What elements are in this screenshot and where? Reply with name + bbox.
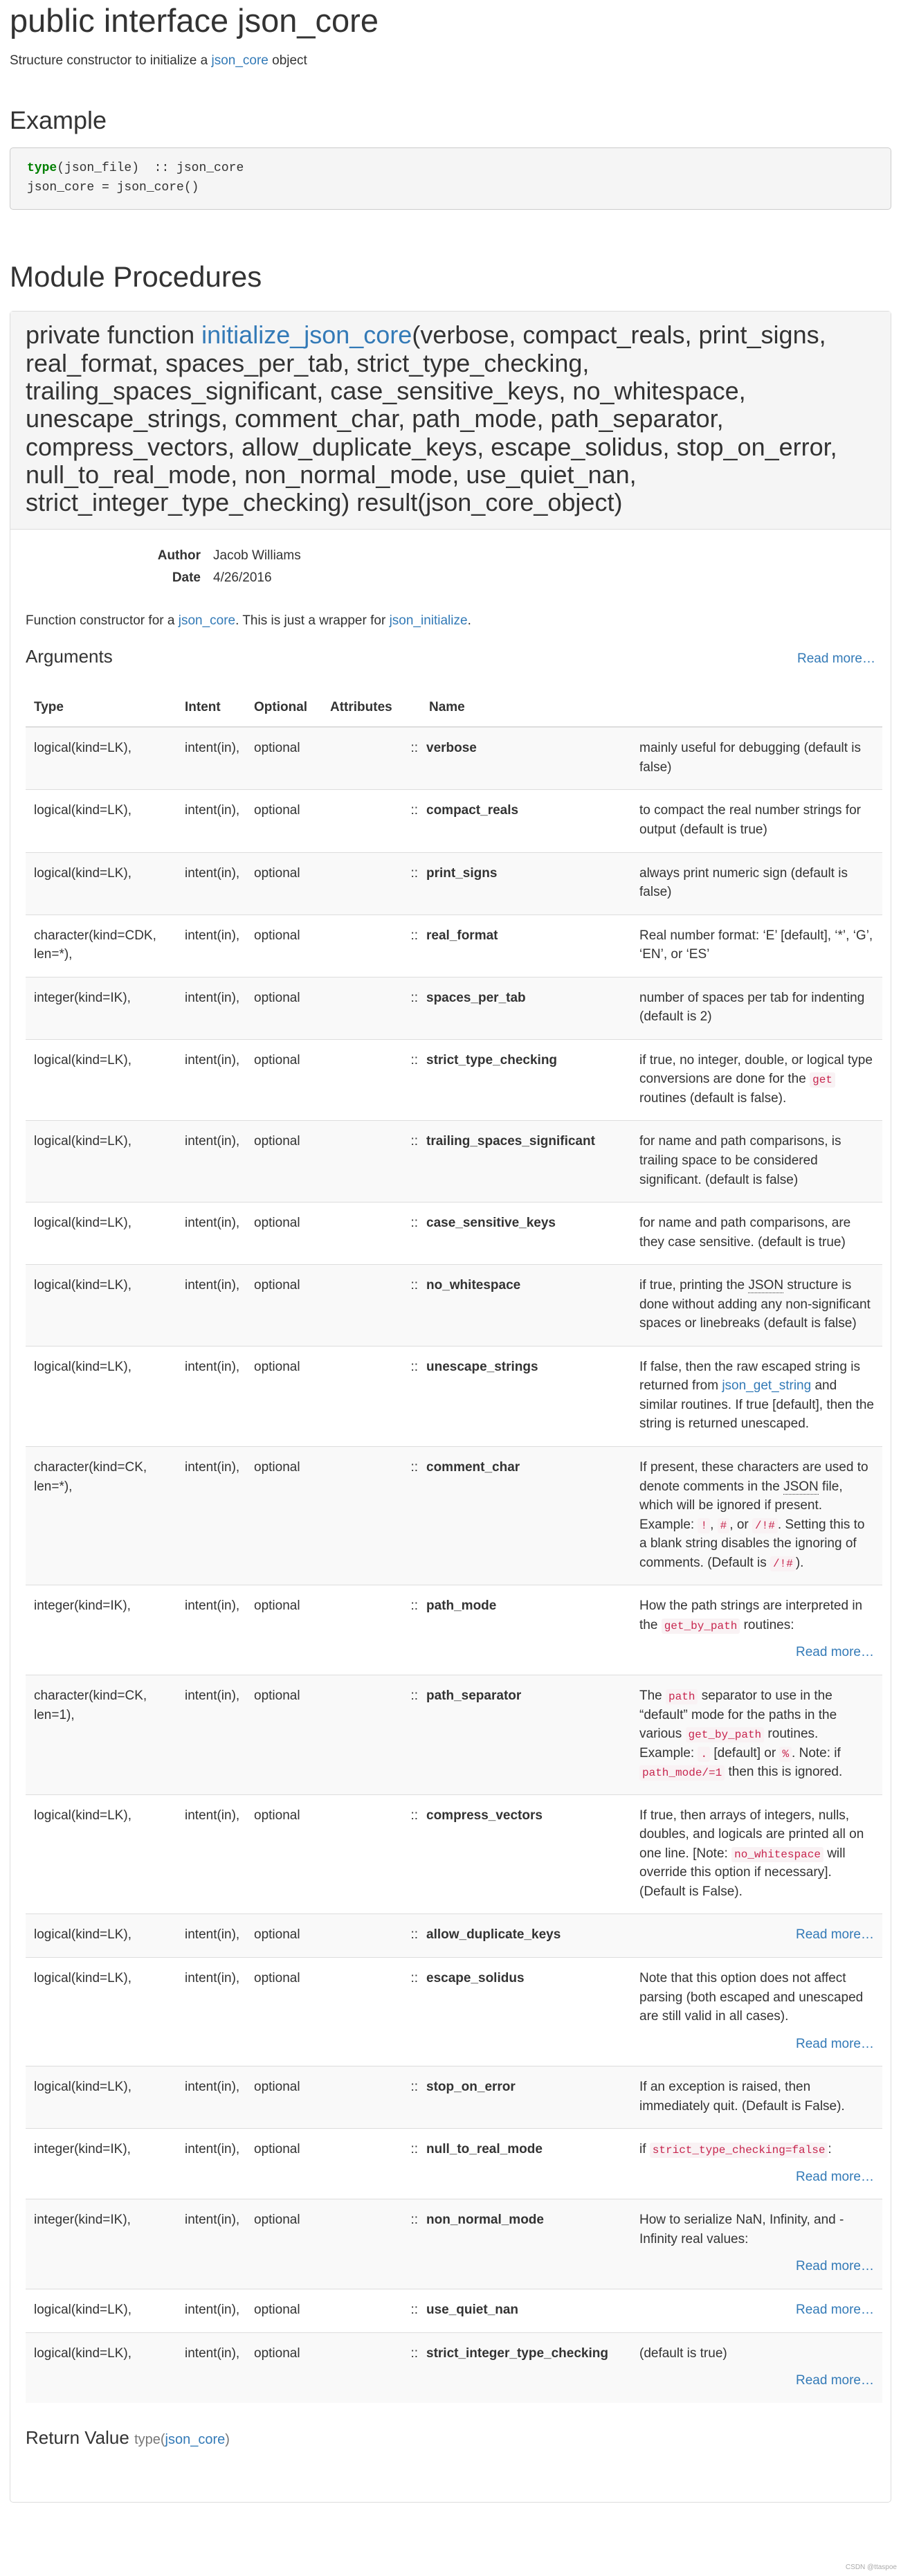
col-header: Optional — [246, 685, 322, 728]
read-more-link[interactable]: Read more… — [796, 1927, 874, 1943]
watermark: CSDN @ttaspoe — [845, 2564, 897, 2571]
arg-type: logical(kind=LK), — [26, 1346, 176, 1446]
arg-sep: :: — [401, 1447, 421, 1585]
arg-optional: optional — [246, 1039, 322, 1121]
read-more-link[interactable]: Read more… — [796, 2373, 874, 2388]
read-more-link[interactable]: Read more… — [796, 2036, 874, 2051]
arg-optional: optional — [246, 977, 322, 1039]
page-subtitle: Structure constructor to initialize a json_core object — [10, 53, 307, 69]
arg-name: no_whitespace — [421, 1265, 631, 1346]
arg-intent: intent(in), — [176, 915, 246, 977]
arg-name: trailing_spaces_significant — [421, 1121, 631, 1203]
procedure-description: Function constructor for a json_core. This is just a wrapper for json_initialize. — [26, 613, 471, 628]
arg-sep: :: — [401, 1914, 421, 1958]
arg-desc: If false, then the raw escaped string is returned from json_get_string and similar routines. If true [default], then the string is returned unescaped. — [631, 1346, 882, 1446]
col-header — [631, 685, 882, 728]
col-header: Attributes — [322, 685, 401, 728]
col-header — [401, 685, 421, 728]
arg-sep: :: — [401, 1794, 421, 1914]
arg-name: case_sensitive_keys — [421, 1203, 631, 1265]
arg-optional: optional — [246, 727, 322, 790]
argument-row — [26, 852, 882, 915]
arg-type: logical(kind=LK), — [26, 852, 176, 915]
arg-desc: The path separator to use in the “default” mode for the paths in the various get_by_path routines. Example: . [default] or % . Note: if path_mode/=1 then this is ignored. — [631, 1675, 882, 1794]
arg-desc: If true, then arrays of integers, nulls, doubles, and logicals are printed all on one line. [Note: no_whitespace will override this option if necessary]. (Default is False). — [631, 1794, 882, 1914]
read-more-link[interactable]: Read more… — [796, 2302, 874, 2317]
arg-optional: optional — [246, 1585, 322, 1675]
argument-row — [26, 1585, 882, 1675]
arg-name: compact_reals — [421, 790, 631, 852]
author: Jacob Williams — [213, 548, 301, 564]
arg-desc: always print numeric sign (default is false) — [631, 852, 882, 915]
arg-optional: optional — [246, 2066, 322, 2129]
arg-intent: intent(in), — [176, 1039, 246, 1121]
arg-sep: :: — [401, 2066, 421, 2129]
arg-desc: How the path strings are interpreted in the get_by_path routines: Read more… — [631, 1585, 882, 1675]
arg-sep: :: — [401, 2332, 421, 2403]
argument-row — [26, 2289, 882, 2332]
arg-sep: :: — [401, 1675, 421, 1794]
argument-row — [26, 727, 882, 790]
arg-type: logical(kind=LK), — [26, 2066, 176, 2129]
arg-intent: intent(in), — [176, 727, 246, 790]
return-value: Return Value type(json_core) — [26, 2426, 230, 2448]
arg-optional: optional — [246, 1794, 322, 1914]
arg-sep: :: — [401, 1265, 421, 1346]
arg-optional: optional — [246, 1675, 322, 1794]
arg-intent: intent(in), — [176, 2332, 246, 2403]
argument-row — [26, 1121, 882, 1203]
arg-type: logical(kind=LK), — [26, 1957, 176, 2066]
procedure-signature: private function initialize_json_core(verbose, compact_reals, print_signs, real_format, spaces_per_tab, strict_type_checking, trailing_spaces_significant, case_sensitive_keys, no_whitespace, unescape_strings, comment_char, path_mode, path_separator, compress_vectors, allow_duplicate_keys, escape_solidus, stop_on_error, null_to_real_mode, non_normal_mode, use_quiet_nan, strict_integer_type_checking) result(json_core_object) — [10, 312, 891, 530]
arg-optional: optional — [246, 1265, 322, 1346]
argument-row — [26, 2129, 882, 2199]
arg-name: real_format — [421, 915, 631, 977]
arg-optional: optional — [246, 1957, 322, 2066]
arg-type: integer(kind=IK), — [26, 2199, 176, 2289]
arg-optional: optional — [246, 2199, 322, 2289]
arg-name: path_separator — [421, 1675, 631, 1794]
procedure-meta: Author Jacob Williams Date 4/26/2016 — [26, 546, 875, 587]
arg-name: non_normal_mode — [421, 2199, 631, 2289]
arg-optional: optional — [246, 852, 322, 915]
argument-row — [26, 790, 882, 852]
argument-row — [26, 1203, 882, 1265]
page-title: public interface json_core — [10, 2, 379, 39]
argument-row — [26, 1265, 882, 1346]
procedure-panel — [10, 311, 891, 2503]
arguments-table — [26, 685, 882, 2403]
json-core-link[interactable]: json_core — [178, 613, 236, 628]
arg-type: character(kind=CK, len=1), — [26, 1675, 176, 1794]
arg-intent: intent(in), — [176, 2066, 246, 2129]
argument-row — [26, 2066, 882, 2129]
arg-intent: intent(in), — [176, 1447, 246, 1585]
arg-sep: :: — [401, 1957, 421, 2066]
col-header: Name — [421, 685, 631, 728]
arg-intent: intent(in), — [176, 852, 246, 915]
arg-intent: intent(in), — [176, 790, 246, 852]
argument-row — [26, 1957, 882, 2066]
arg-desc: for name and path comparisons, are they case sensitive. (default is true) — [631, 1203, 882, 1265]
arg-name: verbose — [421, 727, 631, 790]
arg-desc: How to serialize NaN, Infinity, and -Infinity real values: Read more… — [631, 2199, 882, 2289]
arg-desc: Real number format: ‘E’ [default], ‘*’, ‘G’, ‘EN’, or ‘ES’ — [631, 915, 882, 977]
arguments-heading: Arguments — [26, 646, 113, 667]
arg-intent: intent(in), — [176, 1957, 246, 2066]
arg-desc: to compact the real number strings for output (default is true) — [631, 790, 882, 852]
arg-intent: intent(in), — [176, 1265, 246, 1346]
arg-type: logical(kind=LK), — [26, 1914, 176, 1958]
read-more-link[interactable]: Read more… — [796, 2259, 874, 2274]
module-procedures-heading: Module Procedures — [10, 260, 262, 293]
arg-name: path_mode — [421, 1585, 631, 1675]
read-more-link[interactable]: Read more… — [796, 2169, 874, 2184]
arg-name: null_to_real_mode — [421, 2129, 631, 2199]
arg-name: unescape_strings — [421, 1346, 631, 1446]
arg-desc: if true, no integer, double, or logical type conversions are done for the get routines (default is false). — [631, 1039, 882, 1121]
arg-desc: if strict_type_checking=false : Read more… — [631, 2129, 882, 2199]
json-initialize-link[interactable]: json_initialize — [389, 613, 468, 628]
arg-sep: :: — [401, 1203, 421, 1265]
arg-intent: intent(in), — [176, 1121, 246, 1203]
arg-intent: intent(in), — [176, 1914, 246, 1958]
arg-optional: optional — [246, 2332, 322, 2403]
arg-name: use_quiet_nan — [421, 2289, 631, 2332]
arg-desc: If present, these characters are used to denote comments in the JSON file, which will be ignored if present. Example: ! , # , or /!# . Setting this to a blank string disables the ignoring of comments. (Default is /!# ). — [631, 1447, 882, 1585]
arg-intent: intent(in), — [176, 1346, 246, 1446]
arg-optional: optional — [246, 2129, 322, 2199]
json-core-link[interactable]: json_core — [211, 53, 269, 69]
arg-desc: (default is true) Read more… — [631, 2332, 882, 2403]
arg-intent: intent(in), — [176, 2199, 246, 2289]
arg-sep: :: — [401, 2129, 421, 2199]
arg-optional: optional — [246, 1447, 322, 1585]
arg-desc: mainly useful for debugging (default is false) — [631, 727, 882, 790]
argument-row — [26, 2199, 882, 2289]
arg-optional: optional — [246, 1203, 322, 1265]
arg-optional: optional — [246, 1914, 322, 1958]
argument-row — [26, 1794, 882, 1914]
example-code: type(json_file) :: json_core json_core = json_core() — [10, 147, 891, 210]
col-header: Type — [26, 685, 176, 728]
read-more-link[interactable]: Read more… — [797, 651, 875, 667]
arg-name: allow_duplicate_keys — [421, 1914, 631, 1958]
arg-sep: :: — [401, 727, 421, 790]
arg-intent: intent(in), — [176, 2289, 246, 2332]
arg-name: stop_on_error — [421, 2066, 631, 2129]
arg-optional: optional — [246, 1121, 322, 1203]
arg-type: integer(kind=IK), — [26, 977, 176, 1039]
argument-row — [26, 1675, 882, 1794]
arg-intent: intent(in), — [176, 977, 246, 1039]
arg-name: comment_char — [421, 1447, 631, 1585]
arg-desc: Note that this option does not affect parsing (both escaped and unescaped are still valid in all cases). Read more… — [631, 1957, 882, 2066]
argument-row — [26, 915, 882, 977]
arg-type: logical(kind=LK), — [26, 1203, 176, 1265]
argument-row — [26, 2332, 882, 2403]
arg-optional: optional — [246, 2289, 322, 2332]
arg-sep: :: — [401, 790, 421, 852]
arg-intent: intent(in), — [176, 1794, 246, 1914]
arg-desc: if true, printing the JSON structure is done without adding any non-significant spaces or linebreaks (default is false) — [631, 1265, 882, 1346]
arg-sep: :: — [401, 1039, 421, 1121]
arg-sep: :: — [401, 915, 421, 977]
arg-type: character(kind=CK, len=*), — [26, 1447, 176, 1585]
date: 4/26/2016 — [213, 570, 272, 586]
read-more-link[interactable]: Read more… — [796, 1645, 874, 1660]
example-heading: Example — [10, 105, 107, 134]
argument-row — [26, 1346, 882, 1446]
arg-type: logical(kind=LK), — [26, 2332, 176, 2403]
arg-optional: optional — [246, 1346, 322, 1446]
arg-desc: number of spaces per tab for indenting (default is 2) — [631, 977, 882, 1039]
arg-type: integer(kind=IK), — [26, 2129, 176, 2199]
procedure-name-link[interactable]: initialize_json_core — [201, 321, 412, 350]
json-get-string-link[interactable]: json_get_string — [722, 1378, 812, 1394]
arg-sep: :: — [401, 977, 421, 1039]
arg-type: logical(kind=LK), — [26, 727, 176, 790]
arg-type: logical(kind=LK), — [26, 1039, 176, 1121]
arg-intent: intent(in), — [176, 1203, 246, 1265]
arg-optional: optional — [246, 915, 322, 977]
arg-sep: :: — [401, 852, 421, 915]
arguments-header-row — [26, 685, 882, 728]
arg-sep: :: — [401, 2289, 421, 2332]
argument-row — [26, 1447, 882, 1585]
arg-sep: :: — [401, 2199, 421, 2289]
arg-optional: optional — [246, 790, 322, 852]
arg-desc — [631, 1914, 882, 1958]
arg-type: character(kind=CDK, len=*), — [26, 915, 176, 977]
arg-intent: intent(in), — [176, 2129, 246, 2199]
arg-desc: If an exception is raised, then immediately quit. (Default is False). — [631, 2066, 882, 2129]
arg-sep: :: — [401, 1346, 421, 1446]
arg-name: compress_vectors — [421, 1794, 631, 1914]
arg-name: spaces_per_tab — [421, 977, 631, 1039]
arg-type: logical(kind=LK), — [26, 2289, 176, 2332]
arg-name: strict_type_checking — [421, 1039, 631, 1121]
arg-type: logical(kind=LK), — [26, 1794, 176, 1914]
arg-name: print_signs — [421, 852, 631, 915]
arg-desc: for name and path comparisons, is trailing space to be considered significant. (default is false) — [631, 1121, 882, 1203]
argument-row — [26, 1039, 882, 1121]
arg-type: integer(kind=IK), — [26, 1585, 176, 1675]
arg-type: logical(kind=LK), — [26, 1121, 176, 1203]
argument-row — [26, 977, 882, 1039]
json-core-link[interactable]: json_core — [165, 2431, 226, 2447]
arg-type: logical(kind=LK), — [26, 790, 176, 852]
col-header: Intent — [176, 685, 246, 728]
argument-row — [26, 1914, 882, 1958]
arg-name: strict_integer_type_checking — [421, 2332, 631, 2403]
arg-intent: intent(in), — [176, 1675, 246, 1794]
arg-name: escape_solidus — [421, 1957, 631, 2066]
arg-type: logical(kind=LK), — [26, 1265, 176, 1346]
arg-desc — [631, 2289, 882, 2332]
arg-intent: intent(in), — [176, 1585, 246, 1675]
arg-sep: :: — [401, 1585, 421, 1675]
arg-sep: :: — [401, 1121, 421, 1203]
